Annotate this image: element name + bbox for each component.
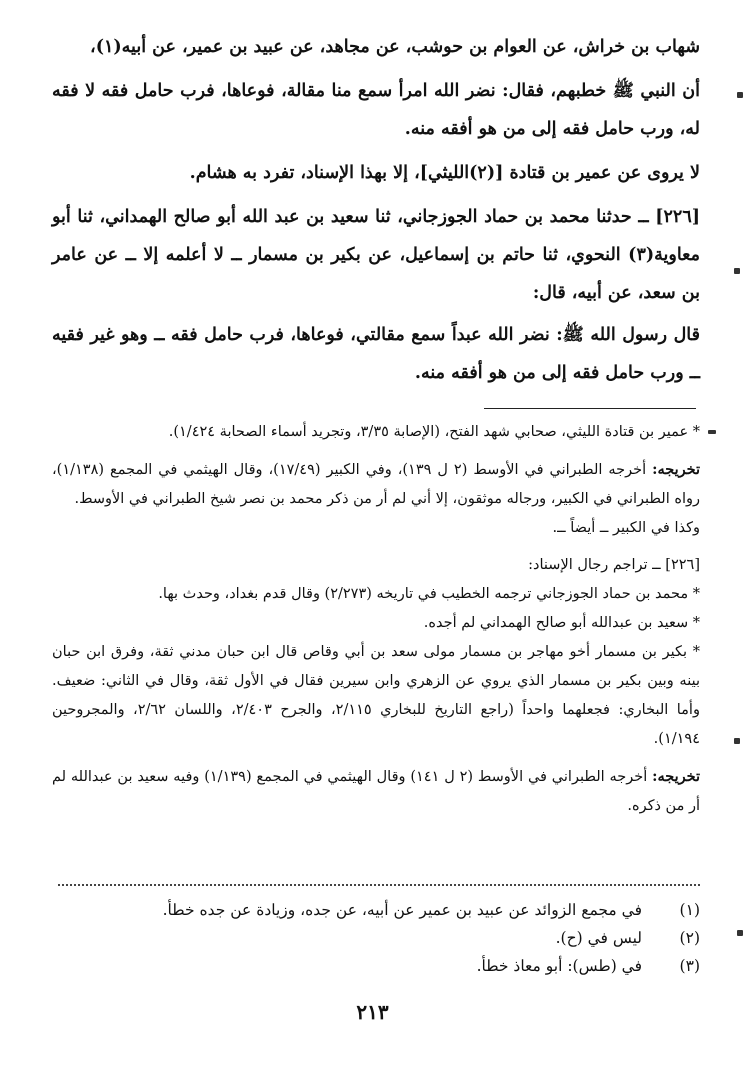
takhrij-label: تخريجه: — [652, 461, 701, 478]
scan-edge-mark — [734, 738, 740, 744]
scan-edge-mark — [737, 92, 743, 98]
main-text — [52, 28, 700, 398]
note-companion: * عمير بن قتادة الليثي، صحابي شهد الفتح، (الإصابة ٣/٣٥، وتجريد أسماء الصحابة ١/٤٢٤). — [168, 424, 700, 440]
hadith-226-text: قال رسول الله ﷺ: نضر الله عبداً سمع مقالتي، فوعاها، فرب حامل فقه ــ وهو غير فقيه ــ ورب حامل فقه إلى من هو أفقه منه. — [52, 325, 700, 383]
note-also: وكذا في الكبير ــ أيضاً ــ. — [552, 520, 700, 536]
footnote-divider — [58, 884, 700, 886]
footnote-number: (٣) — [679, 957, 700, 975]
footnote-2 — [52, 924, 700, 952]
note-narrator-3: * بكير بن مسمار أخو مهاجر بن مسمار مولى سعد بن أبي وقاص قال ابن حبان مدني ثقة، وفرق ابن حبان بينه وبين بكير بن مسمار الذي يروي عن الزهري وابن سيرين فقال في الأول ثقة، وقال في الثاني: ضعيف. وأما البخاري: فجعلهما واحداً (راجع التاريخ للبخاري ٢/١١٥، والجرح ٢/٤٠٣، واللسان ٢/٦٢، والمجروحين ١/١٩٤). — [52, 644, 700, 747]
note-narrator-2: * سعيد بن عبدالله أبو صالح الهمداني لم أجده. — [423, 615, 700, 631]
scan-edge-mark — [734, 268, 740, 274]
note-narrators-heading: [٢٢٦] ــ تراجم رجال الإسناد: — [528, 557, 700, 573]
note-narrator-1: * محمد بن حماد الجوزجاني ترجمه الخطيب في تاريخه (٢/٢٧٣) وقال قدم بغداد، وحدث بها. — [158, 586, 700, 602]
takhrij-226-text: أخرجه الطبراني في الأوسط (٢ ل ١٤١) وقال الهيثمي في المجمع (١/١٣٩) وفيه سعيد بن عبدالله لم أر من ذكره. — [52, 769, 700, 814]
footnote-text: في مجمع الزوائد عن عبيد بن عمير عن أبيه، عن جده، وزيادة عن جده خطأ. — [162, 901, 642, 919]
footnote-number: (١) — [679, 901, 700, 919]
editor-notes — [52, 418, 700, 821]
author-comment: لا يروى عن عمير بن قتادة [(٢)الليثي]، إلا بهذا الإسناد، تفرد به هشام. — [189, 163, 700, 183]
hadith-text: أن النبي ﷺ خطبهم، فقال: نضر الله امرأ سمع منا مقالة، فوعاها، فرب حامل فقه لا فقه له، ورب حامل فقه إلى من هو أفقه منه. — [52, 81, 700, 139]
notes-divider — [484, 408, 696, 409]
footnote-3 — [52, 952, 700, 980]
note-takhrij — [52, 455, 700, 514]
footnote-number: (٢) — [679, 929, 700, 947]
note-takhrij-226 — [52, 762, 700, 821]
footnote-1 — [52, 896, 700, 924]
hadith-chain-continuation: شهاب بن خراش، عن العوام بن حوشب، عن مجاهد، عن عبيد بن عمير، عن أبيه(١)، — [90, 37, 700, 57]
page-number: ٢١٣ — [356, 1000, 389, 1024]
hadith-226-chain: [٢٢٦] ــ حدثنا محمد بن حماد الجوزجاني، ثنا سعيد بن عبد الله أبو صالح الهمداني، ثنا أبو معاوية(٣) النحوي، ثنا حاتم بن إسماعيل، عن بكير بن مسمار ــ لا أعلمه إلا ــ عن عامر بن سعد، عن أبيه، قال: — [52, 207, 700, 303]
takhrij-text: أخرجه الطبراني في الأوسط (٢ ل ١٣٩)، وفي الكبير (١٧/٤٩)، وقال الهيثمي في المجمع (١/١٣٨)، رواه الطبراني في الكبير، ورجاله موثقون، إلا أني لم أر من ذكر محمد بن نصر شيخ الطبراني في الأوسط. — [52, 462, 700, 507]
takhrij-226-label: تخريجه: — [652, 768, 701, 785]
footnote-text: ليس في (ح). — [555, 929, 642, 947]
scan-edge-mark — [708, 430, 716, 434]
footnotes — [52, 896, 700, 980]
scan-edge-mark — [737, 930, 743, 936]
footnote-text: في (طس): أبو معاذ خطأ. — [476, 957, 642, 975]
